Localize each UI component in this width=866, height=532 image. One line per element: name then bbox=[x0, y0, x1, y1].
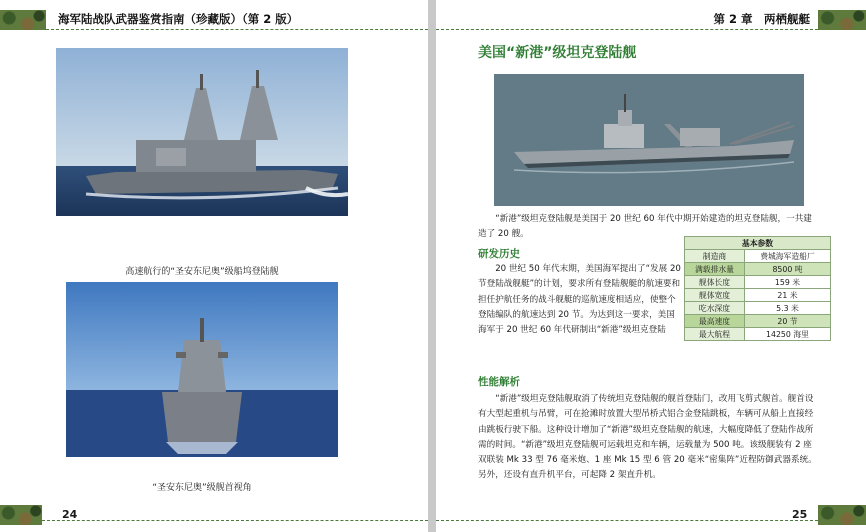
page-number-right: 25 bbox=[792, 508, 808, 521]
chapter-title: 第 2 章 两栖舰艇 bbox=[713, 12, 810, 26]
bow-photo-graphic bbox=[66, 282, 338, 457]
section-heading-history: 研发历史 bbox=[478, 248, 520, 260]
performance-paragraph: “新港”级坦克登陆舰取消了传统坦克登陆舰的舰首登陆门，改用飞剪式舰首。舰首设有大型起重机与吊臂，可在抢滩时放置大型吊桥式铝合金登陆跳板，车辆可从船上直接经由跳板行驶下船。这种设计增加了“新港”级坦克登陆舰的航速，大幅度降低了登陆作战所需的时间。“新港”级坦克登陆舰可运载坦克和车辆，运载量为 500 吨。该级舰装有 2 座双联装 Mk 33 型 76 毫米炮、1 座 Mk 15 型 6 管 20 毫米“密集阵”近程防御武器系统。另外，还设有直升机平台，可起降 2 架直升机。 bbox=[478, 394, 817, 481]
book-title: 海军陆战队武器鉴赏指南（珍藏版）（第 2 版） bbox=[58, 12, 299, 26]
param-value: 8500 吨 bbox=[745, 263, 831, 276]
history-paragraph-part1: 20 世纪 50 年代末期，美国海军提出了“发展 20 节登陆战舰艇”的计划，要求所有登陆舰艇的航速要和担任护航任务的战斗舰艇的巡航速度相适应，使整个登陆编队的航速达到 20 节。为达到这一要求，美国海军于 20 世纪 60 年代研制出“新港”级坦克登陆 bbox=[478, 264, 681, 336]
left-page bbox=[0, 0, 428, 532]
camo-footer-left bbox=[0, 505, 42, 525]
basic-params-table bbox=[684, 236, 831, 341]
camo-banner-right bbox=[818, 10, 866, 30]
ship-photo-bow-view bbox=[66, 282, 338, 457]
right-header bbox=[436, 8, 818, 30]
param-key: 最高速度 bbox=[685, 315, 745, 328]
book-gutter bbox=[428, 0, 436, 532]
param-key: 满载排水量 bbox=[685, 263, 745, 276]
newport-photo-graphic bbox=[494, 74, 804, 206]
param-value: 21 米 bbox=[745, 289, 831, 302]
ship-photo-san-antonio bbox=[56, 48, 348, 216]
article-title: 美国“新港”级坦克登陆舰 bbox=[478, 45, 637, 61]
left-header bbox=[46, 8, 428, 30]
right-page bbox=[436, 0, 866, 532]
param-key: 制造商 bbox=[685, 250, 745, 263]
param-key: 最大航程 bbox=[685, 328, 745, 341]
param-key: 舰体长度 bbox=[685, 276, 745, 289]
section-heading-performance: 性能解析 bbox=[478, 376, 520, 388]
footer-rule-left bbox=[42, 520, 428, 521]
footer-rule-right bbox=[436, 520, 818, 521]
param-key: 舰体宽度 bbox=[685, 289, 745, 302]
ship-photo-graphic bbox=[56, 48, 348, 216]
photo-caption-1: 高速航行的“圣安东尼奥”级船坞登陆舰 bbox=[125, 267, 279, 277]
camo-banner-left bbox=[0, 10, 46, 30]
param-value: 159 米 bbox=[745, 276, 831, 289]
param-value: 20 节 bbox=[745, 315, 831, 328]
page-number-left: 24 bbox=[62, 508, 78, 521]
params-table-title: 基本参数 bbox=[685, 237, 831, 250]
photo-caption-2: “圣安东尼奥”级舰首视角 bbox=[152, 483, 252, 493]
param-value: 5.3 米 bbox=[745, 302, 831, 315]
history-paragraph-part2 bbox=[478, 338, 820, 370]
param-value: 14250 海里 bbox=[745, 328, 831, 341]
param-key: 吃水深度 bbox=[685, 302, 745, 315]
intro-paragraph: “新港”级坦克登陆舰是美国于 20 世纪 60 年代中期开始建造的坦克登陆舰，一共建造了 20 艘。 bbox=[478, 214, 812, 240]
camo-footer-right bbox=[818, 505, 866, 525]
newport-class-photo bbox=[494, 74, 804, 206]
param-value: 费城海军造船厂 bbox=[745, 250, 831, 263]
